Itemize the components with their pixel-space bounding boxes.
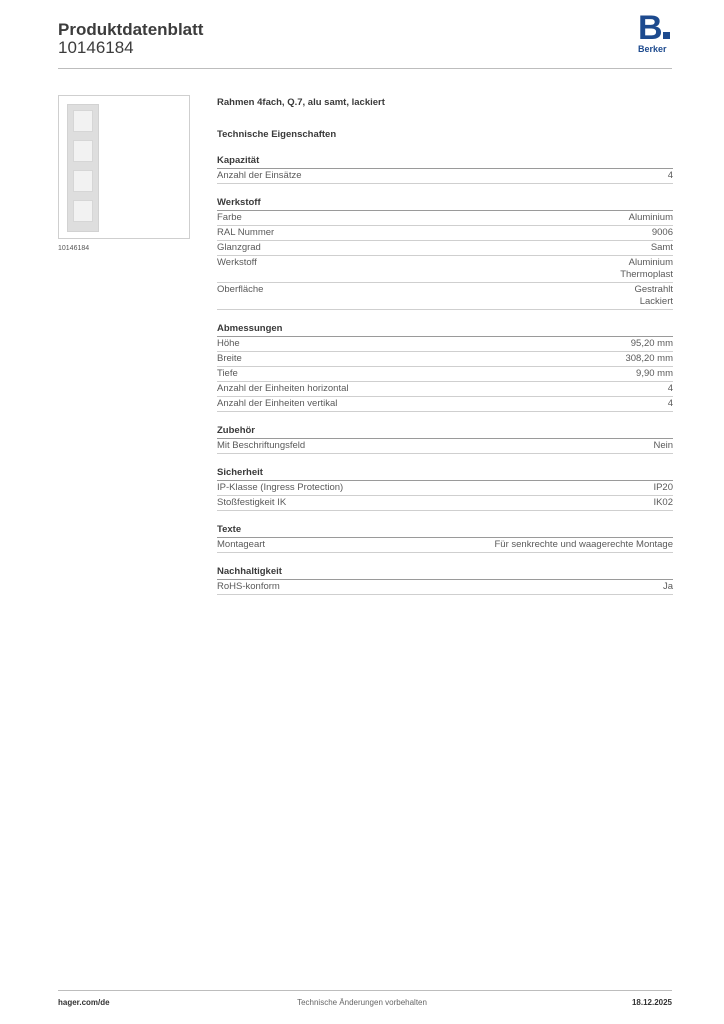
spec-value	[631, 338, 673, 350]
spec-row	[217, 211, 673, 226]
spec-label: Anzahl der Einsätze	[217, 170, 302, 181]
spec-row	[217, 496, 673, 511]
spec-value-line: 4	[667, 170, 673, 181]
spec-value	[668, 383, 673, 395]
spec-label: Höhe	[217, 338, 240, 349]
spec-value-line: IP20	[653, 482, 673, 493]
spec-row	[217, 580, 673, 595]
spec-label: Farbe	[217, 212, 242, 223]
spec-row	[217, 283, 673, 310]
spec-label: Mit Beschriftungsfeld	[217, 440, 306, 451]
spec-label: Oberfläche	[217, 284, 264, 295]
spec-row	[217, 337, 673, 352]
spec-value	[495, 539, 674, 551]
spec-value	[625, 353, 673, 365]
spec-label: Tiefe	[217, 368, 238, 379]
group-title: Sicherheit	[217, 466, 673, 481]
spec-label: RoHS-konform	[217, 581, 280, 592]
spec-value-line: 4	[667, 383, 673, 394]
spec-value-line: Samt	[650, 242, 673, 253]
page-title: Produktdatenblatt	[58, 20, 204, 39]
spec-row	[217, 382, 673, 397]
spec-label: Breite	[217, 353, 242, 364]
article-number: 10146184	[58, 38, 134, 57]
section-title: Technische Eigenschaften	[217, 129, 337, 140]
spec-row	[217, 397, 673, 412]
logo-dot-icon	[663, 32, 670, 39]
spec-row	[217, 352, 673, 367]
spec-value-line: 9006	[651, 227, 673, 238]
spec-row	[217, 241, 673, 256]
group-title: Kapazität	[217, 154, 673, 169]
spec-value	[668, 170, 673, 182]
spec-value-line: 95,20 mm	[630, 338, 673, 349]
spec-value-line: 9,90 mm	[636, 368, 673, 379]
spec-value	[653, 497, 673, 509]
footer-notice: Technische Änderungen vorbehalten	[297, 998, 427, 1007]
spec-value	[629, 212, 673, 224]
group-title: Abmessungen	[217, 322, 673, 337]
spec-label: Montageart	[217, 539, 266, 550]
spec-value	[652, 227, 673, 239]
product-name: Rahmen 4fach, Q.7, alu samt, lackiert	[217, 97, 385, 108]
spec-label: RAL Nummer	[217, 227, 275, 238]
spec-value	[653, 482, 673, 494]
spec-row	[217, 226, 673, 241]
spec-label: IP-Klasse (Ingress Protection)	[217, 482, 344, 493]
spec-value-line: Nein	[653, 440, 673, 451]
footer-divider	[58, 990, 672, 991]
spec-value-line: IK02	[653, 497, 673, 508]
spec-value	[668, 398, 673, 410]
spec-label: Werkstoff	[217, 257, 257, 268]
spec-label: Anzahl der Einheiten horizontal	[217, 383, 349, 394]
group-title: Zubehör	[217, 424, 673, 439]
group-title: Nachhaltigkeit	[217, 565, 673, 580]
frame-slot	[73, 170, 93, 192]
spec-value	[653, 440, 673, 452]
spec-value	[620, 257, 673, 281]
spec-value	[663, 581, 673, 593]
spec-row	[217, 439, 673, 454]
footer-website: hager.com/de	[58, 998, 110, 1007]
group-title: Werkstoff	[217, 196, 673, 211]
spec-value-line: Aluminium	[628, 212, 673, 223]
spec-value-line: Aluminium	[628, 257, 673, 268]
image-caption: 10146184	[58, 245, 90, 252]
product-frame-image	[67, 104, 99, 232]
frame-slot	[73, 110, 93, 132]
group-title: Texte	[217, 523, 673, 538]
spec-value-line: Lackiert	[639, 296, 673, 307]
spec-value	[634, 284, 673, 308]
spec-label: Glanzgrad	[217, 242, 261, 253]
spec-value-line: Gestrahlt	[634, 284, 673, 295]
spec-row	[217, 367, 673, 382]
spec-value-line: 4	[667, 398, 673, 409]
spec-value-line: Ja	[662, 581, 673, 592]
logo-text: Berker	[638, 44, 667, 54]
spec-row	[217, 538, 673, 553]
spec-content	[217, 96, 673, 595]
frame-slot	[73, 200, 93, 222]
logo-letter: B	[638, 14, 674, 42]
spec-row	[217, 481, 673, 496]
footer-date: 18.12.2025	[631, 998, 672, 1007]
spec-value-line: Für senkrechte und waagerechte Montage	[494, 539, 673, 550]
berker-logo	[638, 9, 674, 54]
spec-value	[651, 242, 673, 254]
spec-label: Anzahl der Einheiten vertikal	[217, 398, 338, 409]
spec-label: Stoßfestigkeit IK	[217, 497, 287, 508]
spec-row	[217, 169, 673, 184]
header-divider	[58, 68, 672, 69]
spec-value	[636, 368, 673, 380]
spec-value-line: Thermoplast	[620, 269, 673, 280]
spec-value-line: 308,20 mm	[625, 353, 673, 364]
spec-row	[217, 256, 673, 283]
frame-slot	[73, 140, 93, 162]
spec-groups	[217, 154, 673, 595]
